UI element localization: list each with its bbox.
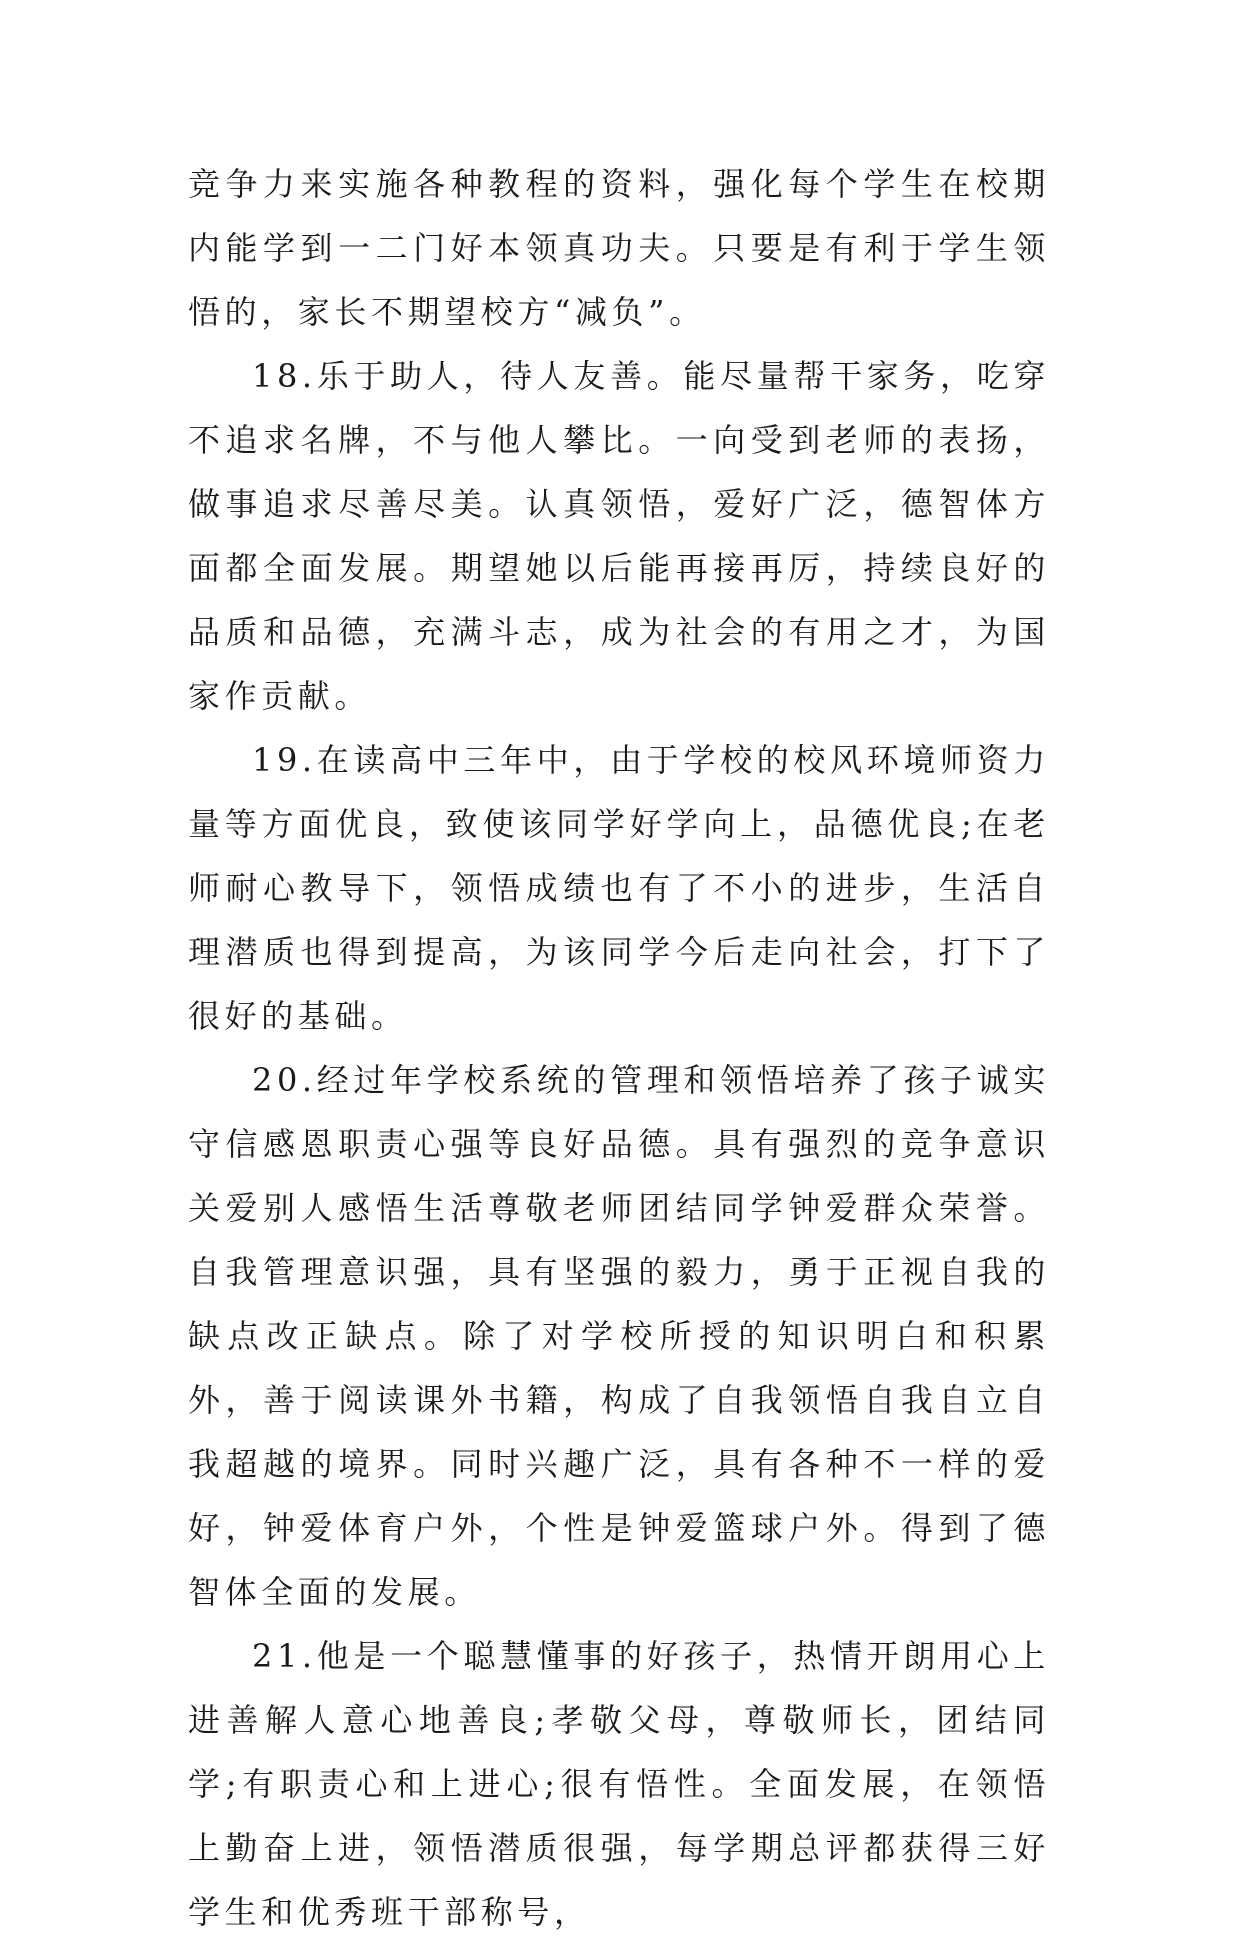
paragraph-item-18: 18.乐于助人，待人友善。能尽量帮干家务，吃穿不追求名牌，不与他人攀比。一向受到老师的表扬，做事追求尽善尽美。认真领悟，爱好广泛，德智体方面都全面发展。期望她以后能再接再厉，持续良好的品质和品德，充满斗志，成为社会的有用之才，为国家作贡献。	[188, 357, 1050, 715]
paragraph-item-21: 21.他是一个聪慧懂事的好孩子，热情开朗用心上进善解人意心地善良;孝敬父母，尊敬师长，团结同学;有职责心和上进心;很有悟性。全面发展，在领悟上勤奋上进，领悟潜质很强，每学期总评都获得三好学生和优秀班干部称号，	[188, 1637, 1050, 1931]
paragraph-item-20: 20.经过年学校系统的管理和领悟培养了孩子诚实守信感恩职责心强等良好品德。具有强烈的竞争意识关爱别人感悟生活尊敬老师团结同学钟爱群众荣誉。自我管理意识强，具有坚强的毅力，勇于正视自我的缺点改正缺点。除了对学校所授的知识明白和积累外，善于阅读课外书籍，构成了自我领悟自我自立自我超越的境界。同时兴趣广泛，具有各种不一样的爱好，钟爱体育户外，个性是钟爱篮球户外。得到了德智体全面的发展。	[188, 1061, 1050, 1611]
paragraph-continuation: 竞争力来实施各种教程的资料，强化每个学生在校期内能学到一二门好本领真功夫。只要是有利于学生领悟的，家长不期望校方“减负”。	[188, 165, 1050, 331]
document-body	[188, 152, 1050, 1944]
paragraph-item-19: 19.在读高中三年中，由于学校的校风环境师资力量等方面优良，致使该同学好学向上，品德优良;在老师耐心教导下，领悟成绩也有了不小的进步，生活自理潜质也得到提高，为该同学今后走向社会，打下了很好的基础。	[188, 741, 1050, 1035]
